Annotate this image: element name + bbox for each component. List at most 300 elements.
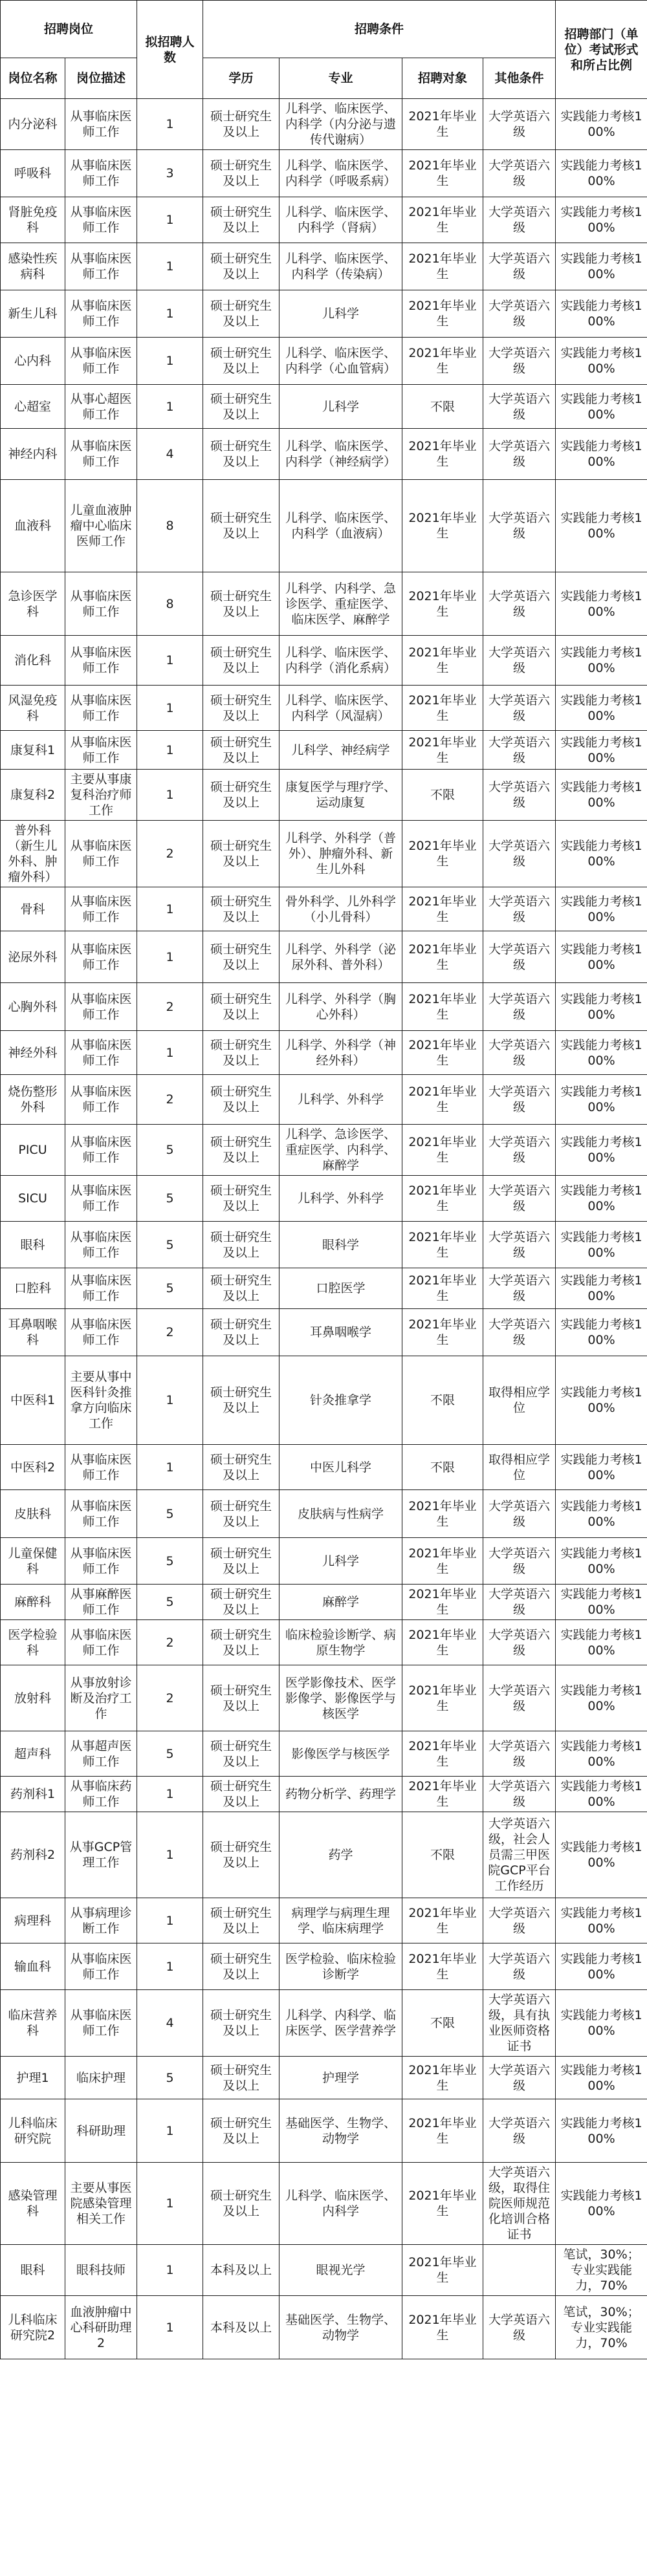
table-row — [1, 1538, 647, 1585]
count-cell: 2 — [137, 983, 203, 1031]
education-cell: 硕士研究生及以上 — [203, 150, 280, 197]
post-name-cell: 药剂科2 — [1, 1812, 65, 1898]
count-cell: 1 — [137, 2099, 203, 2163]
exam-cell: 实践能力考核100% — [556, 572, 647, 636]
major-cell: 护理学 — [280, 2057, 402, 2099]
post-desc-cell: 从事临床医师工作 — [65, 429, 137, 480]
other-cell: 大学英语六级 — [483, 821, 556, 887]
post-desc-cell: 从事临床医师工作 — [65, 1943, 137, 1990]
other-cell: 大学英语六级 — [483, 429, 556, 480]
post-name-cell: 感染性疾病科 — [1, 243, 65, 290]
post-name-cell: 神经内科 — [1, 429, 65, 480]
education-cell: 硕士研究生及以上 — [203, 1812, 280, 1898]
target-cell: 2021年毕业生 — [402, 197, 483, 243]
target-cell: 2021年毕业生 — [402, 686, 483, 731]
target-cell: 2021年毕业生 — [402, 1075, 483, 1125]
education-cell: 硕士研究生及以上 — [203, 99, 280, 150]
count-cell: 1 — [137, 887, 203, 931]
post-name-cell: 急诊医学科 — [1, 572, 65, 636]
exam-cell: 实践能力考核100% — [556, 1585, 647, 1620]
education-cell: 硕士研究生及以上 — [203, 887, 280, 931]
table-row — [1, 770, 647, 821]
header-post-group: 招聘岗位 — [1, 1, 137, 58]
exam-cell: 实践能力考核100% — [556, 1176, 647, 1222]
exam-cell: 实践能力考核100% — [556, 1620, 647, 1665]
exam-cell: 实践能力考核100% — [556, 1665, 647, 1731]
post-desc-cell: 从事临床医师工作 — [65, 1268, 137, 1309]
major-cell: 儿科学、外科学 — [280, 1075, 402, 1125]
target-cell: 2021年毕业生 — [402, 2296, 483, 2359]
major-cell: 针灸推拿学 — [280, 1356, 402, 1445]
target-cell: 不限 — [402, 1356, 483, 1445]
exam-cell: 实践能力考核100% — [556, 821, 647, 887]
table-row — [1, 1731, 647, 1777]
count-cell: 5 — [137, 1125, 203, 1176]
target-cell: 2021年毕业生 — [402, 2057, 483, 2099]
education-cell: 硕士研究生及以上 — [203, 1125, 280, 1176]
major-cell: 儿科学、内科学、急诊医学、重症医学、临床医学、麻醉学 — [280, 572, 402, 636]
other-cell: 大学英语六级 — [483, 197, 556, 243]
count-cell: 5 — [137, 1585, 203, 1620]
post-name-cell: PICU — [1, 1125, 65, 1176]
post-desc-cell: 从事放射诊断及治疗工作 — [65, 1665, 137, 1731]
target-cell: 2021年毕业生 — [402, 2099, 483, 2163]
post-desc-cell: 从事临床医师工作 — [65, 1538, 137, 1585]
other-cell: 大学英语六级 — [483, 887, 556, 931]
header-count: 拟招聘人数 — [137, 1, 203, 99]
target-cell: 2021年毕业生 — [402, 931, 483, 983]
major-cell: 耳鼻咽喉学 — [280, 1309, 402, 1356]
post-desc-cell: 从事临床医师工作 — [65, 821, 137, 887]
count-cell: 1 — [137, 243, 203, 290]
table-body — [1, 99, 647, 2359]
exam-cell: 实践能力考核100% — [556, 1031, 647, 1075]
major-cell: 药学 — [280, 1812, 402, 1898]
exam-cell: 实践能力考核100% — [556, 636, 647, 686]
count-cell: 1 — [137, 686, 203, 731]
other-cell: 大学英语六级 — [483, 636, 556, 686]
target-cell: 2021年毕业生 — [402, 821, 483, 887]
post-desc-cell: 科研助理 — [65, 2099, 137, 2163]
education-cell: 硕士研究生及以上 — [203, 243, 280, 290]
table-row — [1, 572, 647, 636]
count-cell: 1 — [137, 338, 203, 385]
target-cell: 2021年毕业生 — [402, 2163, 483, 2245]
post-desc-cell: 从事临床医师工作 — [65, 1176, 137, 1222]
other-cell: 大学英语六级 — [483, 770, 556, 821]
target-cell: 2021年毕业生 — [402, 1031, 483, 1075]
post-desc-cell: 从事临床医师工作 — [65, 931, 137, 983]
exam-cell: 实践能力考核100% — [556, 686, 647, 731]
education-cell: 硕士研究生及以上 — [203, 2163, 280, 2245]
target-cell: 不限 — [402, 1445, 483, 1490]
exam-cell: 笔试，30%；专业实践能力，70% — [556, 2245, 647, 2296]
post-desc-cell: 从事临床医师工作 — [65, 636, 137, 686]
major-cell: 儿科学、外科学（普外）、肿瘤外科、新生儿外科 — [280, 821, 402, 887]
major-cell: 儿科学、外科学（泌尿外科、普外科） — [280, 931, 402, 983]
other-cell — [483, 2245, 556, 2296]
exam-cell: 笔试，30%；专业实践能力，70% — [556, 2296, 647, 2359]
target-cell: 2021年毕业生 — [402, 1176, 483, 1222]
count-cell: 5 — [137, 1490, 203, 1538]
count-cell: 1 — [137, 731, 203, 770]
target-cell: 2021年毕业生 — [402, 1125, 483, 1176]
major-cell: 儿科学 — [280, 385, 402, 429]
post-desc-cell: 从事病理诊断工作 — [65, 1898, 137, 1943]
education-cell: 硕士研究生及以上 — [203, 385, 280, 429]
table-row — [1, 1268, 647, 1309]
exam-cell: 实践能力考核100% — [556, 731, 647, 770]
post-name-cell: 心超室 — [1, 385, 65, 429]
major-cell: 骨外科学、儿外科学（小儿骨科） — [280, 887, 402, 931]
count-cell: 5 — [137, 1268, 203, 1309]
target-cell: 2021年毕业生 — [402, 1777, 483, 1812]
other-cell: 大学英语六级 — [483, 290, 556, 338]
education-cell: 硕士研究生及以上 — [203, 1620, 280, 1665]
target-cell: 2021年毕业生 — [402, 480, 483, 572]
count-cell: 1 — [137, 1356, 203, 1445]
post-desc-cell: 从事临床医师工作 — [65, 197, 137, 243]
table-row — [1, 636, 647, 686]
target-cell: 2021年毕业生 — [402, 572, 483, 636]
count-cell: 1 — [137, 2296, 203, 2359]
exam-cell: 实践能力考核100% — [556, 2057, 647, 2099]
exam-cell: 实践能力考核100% — [556, 1222, 647, 1268]
target-cell: 2021年毕业生 — [402, 290, 483, 338]
table-row — [1, 338, 647, 385]
post-name-cell: 中医科2 — [1, 1445, 65, 1490]
education-cell: 本科及以上 — [203, 2296, 280, 2359]
education-cell: 硕士研究生及以上 — [203, 1943, 280, 1990]
education-cell: 硕士研究生及以上 — [203, 1777, 280, 1812]
post-desc-cell: 从事临床医师工作 — [65, 1490, 137, 1538]
education-cell: 硕士研究生及以上 — [203, 1356, 280, 1445]
other-cell: 大学英语六级 — [483, 1309, 556, 1356]
exam-cell: 实践能力考核100% — [556, 1812, 647, 1898]
other-cell: 大学英语六级 — [483, 150, 556, 197]
other-cell: 大学英语六级 — [483, 338, 556, 385]
post-name-cell: 普外科（新生儿外科、肿瘤外科） — [1, 821, 65, 887]
table-row — [1, 2296, 647, 2359]
post-name-cell: 心内科 — [1, 338, 65, 385]
major-cell: 眼视光学 — [280, 2245, 402, 2296]
target-cell: 不限 — [402, 770, 483, 821]
post-desc-cell: 从事临床医师工作 — [65, 1031, 137, 1075]
exam-cell: 实践能力考核100% — [556, 290, 647, 338]
education-cell: 硕士研究生及以上 — [203, 1031, 280, 1075]
post-desc-cell: 主要从事医院感染管理相关工作 — [65, 2163, 137, 2245]
table-row — [1, 1125, 647, 1176]
table-row — [1, 1943, 647, 1990]
post-desc-cell: 从事临床医师工作 — [65, 686, 137, 731]
education-cell: 硕士研究生及以上 — [203, 1309, 280, 1356]
exam-cell: 实践能力考核100% — [556, 1538, 647, 1585]
other-cell: 大学英语六级 — [483, 1538, 556, 1585]
exam-cell: 实践能力考核100% — [556, 1125, 647, 1176]
other-cell: 大学英语六级 — [483, 1943, 556, 1990]
other-cell: 取得相应学位 — [483, 1356, 556, 1445]
major-cell: 医学检验、临床检验诊断学 — [280, 1943, 402, 1990]
post-desc-cell: 从事超声医师工作 — [65, 1731, 137, 1777]
post-desc-cell: 从事临床医师工作 — [65, 1990, 137, 2057]
post-name-cell: 泌尿外科 — [1, 931, 65, 983]
education-cell: 硕士研究生及以上 — [203, 931, 280, 983]
exam-cell: 实践能力考核100% — [556, 1898, 647, 1943]
post-desc-cell: 从事临床医师工作 — [65, 887, 137, 931]
other-cell: 大学英语六级 — [483, 983, 556, 1031]
count-cell: 1 — [137, 2245, 203, 2296]
education-cell: 硕士研究生及以上 — [203, 1268, 280, 1309]
exam-cell: 实践能力考核100% — [556, 150, 647, 197]
education-cell: 硕士研究生及以上 — [203, 1490, 280, 1538]
target-cell: 2021年毕业生 — [402, 731, 483, 770]
education-cell: 硕士研究生及以上 — [203, 480, 280, 572]
exam-cell: 实践能力考核100% — [556, 480, 647, 572]
post-desc-cell: 血液肿瘤中心科研助理2 — [65, 2296, 137, 2359]
post-name-cell: 医学检验科 — [1, 1620, 65, 1665]
education-cell: 硕士研究生及以上 — [203, 1176, 280, 1222]
target-cell: 2021年毕业生 — [402, 1490, 483, 1538]
exam-cell: 实践能力考核100% — [556, 1075, 647, 1125]
major-cell: 儿科学 — [280, 1538, 402, 1585]
table-row — [1, 99, 647, 150]
other-cell: 大学英语六级 — [483, 2296, 556, 2359]
other-cell: 大学英语六级 — [483, 1620, 556, 1665]
post-desc-cell: 从事临床医师工作 — [65, 1125, 137, 1176]
major-cell: 眼科学 — [280, 1222, 402, 1268]
other-cell: 大学英语六级 — [483, 1665, 556, 1731]
exam-cell: 实践能力考核100% — [556, 1309, 647, 1356]
major-cell: 医学影像技术、医学影像学、影像医学与核医学 — [280, 1665, 402, 1731]
table-row — [1, 290, 647, 338]
education-cell: 硕士研究生及以上 — [203, 2099, 280, 2163]
header-conditions-group: 招聘条件 — [203, 1, 556, 58]
post-name-cell: 烧伤整形外科 — [1, 1075, 65, 1125]
education-cell: 硕士研究生及以上 — [203, 636, 280, 686]
post-name-cell: 康复科1 — [1, 731, 65, 770]
post-desc-cell: 从事GCP管理工作 — [65, 1812, 137, 1898]
table-row — [1, 2057, 647, 2099]
post-desc-cell: 从事临床医师工作 — [65, 243, 137, 290]
post-desc-cell: 眼科技师 — [65, 2245, 137, 2296]
education-cell: 硕士研究生及以上 — [203, 1222, 280, 1268]
table-row — [1, 1490, 647, 1538]
major-cell: 儿科学、临床医学、内科学（传染病） — [280, 243, 402, 290]
education-cell: 硕士研究生及以上 — [203, 1538, 280, 1585]
exam-cell: 实践能力考核100% — [556, 770, 647, 821]
other-cell: 大学英语六级 — [483, 2057, 556, 2099]
other-cell: 大学英语六级 — [483, 1176, 556, 1222]
target-cell: 2021年毕业生 — [402, 1222, 483, 1268]
exam-cell: 实践能力考核100% — [556, 1268, 647, 1309]
other-cell: 大学英语六级 — [483, 1031, 556, 1075]
count-cell: 1 — [137, 1943, 203, 1990]
major-cell: 麻醉学 — [280, 1585, 402, 1620]
post-desc-cell: 从事临床医师工作 — [65, 290, 137, 338]
header-target: 招聘对象 — [402, 58, 483, 99]
exam-cell: 实践能力考核100% — [556, 243, 647, 290]
major-cell: 病理学与病理生理学、临床病理学 — [280, 1898, 402, 1943]
count-cell: 1 — [137, 770, 203, 821]
post-name-cell: 神经外科 — [1, 1031, 65, 1075]
count-cell: 1 — [137, 385, 203, 429]
table-row — [1, 243, 647, 290]
education-cell: 硕士研究生及以上 — [203, 1665, 280, 1731]
post-desc-cell: 从事临床医师工作 — [65, 1445, 137, 1490]
count-cell: 1 — [137, 197, 203, 243]
major-cell: 儿科学、临床医学、内科学（肾病） — [280, 197, 402, 243]
other-cell: 大学英语六级 — [483, 1585, 556, 1620]
other-cell: 大学英语六级，取得住院医师规范化培训合格证书 — [483, 2163, 556, 2245]
other-cell: 大学英语六级，社会人员需三甲医院GCP平台工作经历 — [483, 1812, 556, 1898]
major-cell: 儿科学、内科学、临床医学、医学营养学 — [280, 1990, 402, 2057]
major-cell: 儿科学、临床医学、内科学（呼吸系病） — [280, 150, 402, 197]
count-cell: 1 — [137, 931, 203, 983]
header-major: 专业 — [280, 58, 402, 99]
header-post-name: 岗位名称 — [1, 58, 65, 99]
table-row — [1, 1031, 647, 1075]
target-cell: 2021年毕业生 — [402, 1665, 483, 1731]
other-cell: 大学英语六级，具有执业医师资格证书 — [483, 1990, 556, 2057]
target-cell: 2021年毕业生 — [402, 2245, 483, 2296]
target-cell: 2021年毕业生 — [402, 887, 483, 931]
post-name-cell: 呼吸科 — [1, 150, 65, 197]
post-name-cell: 骨科 — [1, 887, 65, 931]
count-cell: 2 — [137, 1309, 203, 1356]
table-row — [1, 429, 647, 480]
table-row — [1, 731, 647, 770]
post-name-cell: 内分泌科 — [1, 99, 65, 150]
target-cell: 不限 — [402, 385, 483, 429]
target-cell: 2021年毕业生 — [402, 1268, 483, 1309]
exam-cell: 实践能力考核100% — [556, 1990, 647, 2057]
major-cell: 儿科学、临床医学、内科学（消化系病） — [280, 636, 402, 686]
header-dept-exam: 招聘部门（单位）考试形式和所占比例 — [556, 1, 647, 99]
target-cell: 2021年毕业生 — [402, 150, 483, 197]
count-cell: 1 — [137, 1031, 203, 1075]
table-row — [1, 983, 647, 1031]
education-cell: 本科及以上 — [203, 2245, 280, 2296]
table-row — [1, 385, 647, 429]
other-cell: 大学英语六级 — [483, 931, 556, 983]
post-desc-cell: 从事临床医师工作 — [65, 1620, 137, 1665]
target-cell: 2021年毕业生 — [402, 1538, 483, 1585]
table-row — [1, 2163, 647, 2245]
table-row — [1, 1898, 647, 1943]
education-cell: 硕士研究生及以上 — [203, 2057, 280, 2099]
other-cell: 大学英语六级 — [483, 1222, 556, 1268]
table-row — [1, 197, 647, 243]
exam-cell: 实践能力考核100% — [556, 2099, 647, 2163]
post-desc-cell: 从事麻醉医师工作 — [65, 1585, 137, 1620]
count-cell: 5 — [137, 1222, 203, 1268]
table-row — [1, 821, 647, 887]
post-desc-cell: 临床护理 — [65, 2057, 137, 2099]
header-other: 其他条件 — [483, 58, 556, 99]
count-cell: 1 — [137, 636, 203, 686]
count-cell: 2 — [137, 821, 203, 887]
count-cell: 1 — [137, 1777, 203, 1812]
other-cell: 大学英语六级 — [483, 1075, 556, 1125]
target-cell: 2021年毕业生 — [402, 636, 483, 686]
post-desc-cell: 主要从事中医科针灸推拿方向临床工作 — [65, 1356, 137, 1445]
education-cell: 硕士研究生及以上 — [203, 572, 280, 636]
count-cell: 5 — [137, 1538, 203, 1585]
header-education: 学历 — [203, 58, 280, 99]
other-cell: 大学英语六级 — [483, 686, 556, 731]
other-cell: 大学英语六级 — [483, 1898, 556, 1943]
education-cell: 硕士研究生及以上 — [203, 1075, 280, 1125]
education-cell: 硕士研究生及以上 — [203, 821, 280, 887]
target-cell: 2021年毕业生 — [402, 243, 483, 290]
exam-cell: 实践能力考核100% — [556, 1445, 647, 1490]
count-cell: 2 — [137, 1665, 203, 1731]
table-row — [1, 1176, 647, 1222]
count-cell: 4 — [137, 1990, 203, 2057]
education-cell: 硕士研究生及以上 — [203, 983, 280, 1031]
major-cell: 中医儿科学 — [280, 1445, 402, 1490]
major-cell: 儿科学、神经病学 — [280, 731, 402, 770]
count-cell: 1 — [137, 2163, 203, 2245]
post-name-cell: 儿科临床研究院 — [1, 2099, 65, 2163]
education-cell: 硕士研究生及以上 — [203, 338, 280, 385]
count-cell: 5 — [137, 2057, 203, 2099]
table-row — [1, 1620, 647, 1665]
education-cell: 硕士研究生及以上 — [203, 1585, 280, 1620]
post-desc-cell: 主要从事康复科治疗师工作 — [65, 770, 137, 821]
education-cell: 硕士研究生及以上 — [203, 770, 280, 821]
other-cell: 大学英语六级 — [483, 480, 556, 572]
major-cell: 口腔医学 — [280, 1268, 402, 1309]
target-cell: 2021年毕业生 — [402, 338, 483, 385]
post-name-cell: SICU — [1, 1176, 65, 1222]
exam-cell: 实践能力考核100% — [556, 385, 647, 429]
exam-cell: 实践能力考核100% — [556, 983, 647, 1031]
exam-cell: 实践能力考核100% — [556, 429, 647, 480]
table-row — [1, 1812, 647, 1898]
post-desc-cell: 从事临床医师工作 — [65, 1222, 137, 1268]
target-cell: 2021年毕业生 — [402, 1898, 483, 1943]
count-cell: 1 — [137, 290, 203, 338]
count-cell: 8 — [137, 572, 203, 636]
major-cell: 临床检验诊断学、病原生物学 — [280, 1620, 402, 1665]
post-name-cell: 中医科1 — [1, 1356, 65, 1445]
major-cell: 儿科学、急诊医学、重症医学、内科学、麻醉学 — [280, 1125, 402, 1176]
post-desc-cell: 从事临床医师工作 — [65, 99, 137, 150]
post-desc-cell: 从事临床医师工作 — [65, 1075, 137, 1125]
count-cell: 1 — [137, 99, 203, 150]
table-row — [1, 1222, 647, 1268]
target-cell: 2021年毕业生 — [402, 1731, 483, 1777]
post-name-cell: 麻醉科 — [1, 1585, 65, 1620]
major-cell: 儿科学、临床医学、内科学（风湿病） — [280, 686, 402, 731]
major-cell: 药物分析学、药理学 — [280, 1777, 402, 1812]
target-cell: 2021年毕业生 — [402, 1620, 483, 1665]
major-cell: 皮肤病与性病学 — [280, 1490, 402, 1538]
education-cell: 硕士研究生及以上 — [203, 1731, 280, 1777]
post-name-cell: 药剂科1 — [1, 1777, 65, 1812]
major-cell: 儿科学、外科学（胸心外科） — [280, 983, 402, 1031]
post-name-cell: 消化科 — [1, 636, 65, 686]
target-cell: 2021年毕业生 — [402, 1585, 483, 1620]
post-name-cell: 新生儿科 — [1, 290, 65, 338]
major-cell: 儿科学 — [280, 290, 402, 338]
count-cell: 2 — [137, 1620, 203, 1665]
post-name-cell: 儿科临床研究院2 — [1, 2296, 65, 2359]
count-cell: 2 — [137, 1075, 203, 1125]
exam-cell: 实践能力考核100% — [556, 1943, 647, 1990]
other-cell: 大学英语六级 — [483, 731, 556, 770]
